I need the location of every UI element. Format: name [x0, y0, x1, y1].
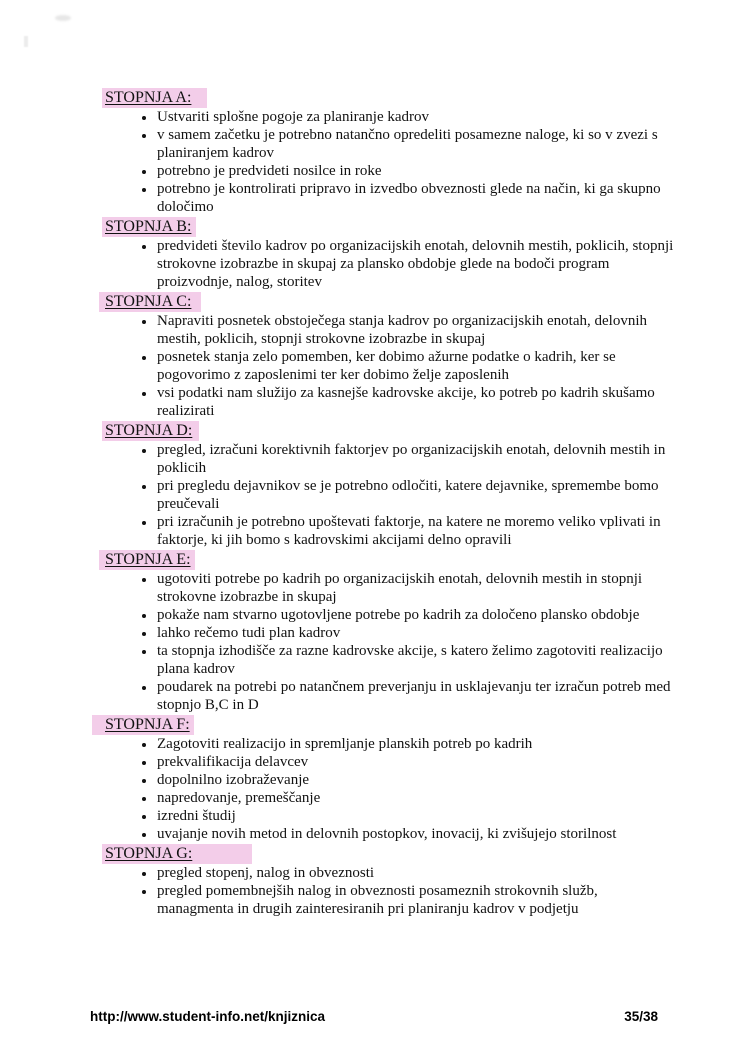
stage-section	[105, 88, 677, 216]
stage-heading-label: STOPNJA G:	[102, 844, 252, 864]
stage-heading	[105, 292, 677, 312]
list-item: • Napraviti posnetek obstoječega stanja kadrov po organizacijskih enotah, delovnih mestih, poklicih, stopnji strokovne izobrazbe in skupaj	[156, 312, 677, 348]
stage-heading-label: STOPNJA C:	[99, 292, 201, 312]
stage-item-list	[105, 237, 677, 291]
stage-item-list	[105, 441, 677, 549]
list-item: • pri pregledu dejavnikov se je potrebno odločiti, katere dejavnike, spremembe bomo preučevali	[156, 477, 677, 513]
stage-section	[105, 292, 677, 420]
scan-artifact	[24, 36, 28, 47]
stage-section	[105, 421, 677, 549]
stage-heading-label: STOPNJA E:	[99, 550, 195, 570]
list-item: • posnetek stanja zelo pomemben, ker dobimo ažurne podatke o kadrih, ker se pogovorimo z zaposlenimi ter ker dobimo želje zaposlenih	[156, 348, 677, 384]
stage-heading	[105, 88, 677, 108]
stage-section	[105, 217, 677, 291]
list-item: • Zagotoviti realizacijo in spremljanje planskih potreb po kadrih	[156, 735, 677, 753]
list-item: • izredni študij	[156, 807, 677, 825]
page-number: 35/38	[624, 1009, 658, 1024]
stage-section	[105, 844, 677, 918]
list-item: • Ustvariti splošne pogoje za planiranje kadrov	[156, 108, 677, 126]
list-item: • pokaže nam stvarno ugotovljene potrebe po kadrih za določeno plansko obdobje	[156, 606, 677, 624]
list-item: • predvideti število kadrov po organizacijskih enotah, delovnih mestih, poklicih, stopnji strokovne izobrazbe in skupaj za plansko obdobje glede na bodoči program proizvodnje, nalog, storitev	[156, 237, 677, 291]
list-item: • uvajanje novih metod in delovnih postopkov, inovacij, ki zvišujejo storilnost	[156, 825, 677, 843]
stage-item-list	[105, 312, 677, 420]
stage-section	[105, 715, 677, 843]
stage-heading-label: STOPNJA D:	[102, 421, 199, 441]
list-item: • prekvalifikacija delavcev	[156, 753, 677, 771]
list-item: • poudarek na potrebi po natančnem preverjanju in usklajevanju ter izračun potreb med stopnjo B,C in D	[156, 678, 677, 714]
stage-heading	[105, 421, 677, 441]
footer-url: http://www.student-info.net/knjiznica	[90, 1009, 325, 1024]
list-item: • ta stopnja izhodišče za razne kadrovske akcije, s katero želimo zagotoviti realizacijo plana kadrov	[156, 642, 677, 678]
list-item: • potrebno je kontrolirati pripravo in izvedbo obveznosti glede na način, ki ga skupno določimo	[156, 180, 677, 216]
list-item: • lahko rečemo tudi plan kadrov	[156, 624, 677, 642]
stage-heading	[105, 217, 677, 237]
list-item: • potrebno je predvideti nosilce in roke	[156, 162, 677, 180]
list-item: • napredovanje, premeščanje	[156, 789, 677, 807]
list-item: • v samem začetku je potrebno natančno opredeliti posamezne naloge, ki so v zvezi s planiranjem kadrov	[156, 126, 677, 162]
list-item: • pri izračunih je potrebno upoštevati faktorje, na katere ne moremo veliko vplivati in faktorje, ki jih bomo s kadrovskimi akcijami delno opravili	[156, 513, 677, 549]
list-item: • ugotoviti potrebe po kadrih po organizacijskih enotah, delovnih mestih in stopnji strokovne izobrazbe in skupaj	[156, 570, 677, 606]
stage-heading-label: STOPNJA A:	[102, 88, 207, 108]
stage-section	[105, 550, 677, 714]
stage-heading-label: STOPNJA F:	[92, 715, 194, 735]
list-item: • pregled stopenj, nalog in obveznosti	[156, 864, 677, 882]
document-content	[105, 88, 677, 919]
scan-artifact	[55, 15, 71, 21]
list-item: • vsi podatki nam služijo za kasnejše kadrovske akcije, ko potreb po kadrih skušamo realizirati	[156, 384, 677, 420]
stage-heading	[105, 715, 677, 735]
list-item: • pregled, izračuni korektivnih faktorjev po organizacijskih enotah, delovnih mestih in poklicih	[156, 441, 677, 477]
stage-item-list	[105, 864, 677, 918]
stage-heading	[105, 550, 677, 570]
list-item: • pregled pomembnejših nalog in obveznosti posameznih strokovnih služb, managmenta in drugih zainteresiranih pri planiranju kadrov v podjetju	[156, 882, 677, 918]
stage-heading-label: STOPNJA B:	[102, 217, 196, 237]
stage-item-list	[105, 570, 677, 714]
stage-item-list	[105, 108, 677, 216]
stage-item-list	[105, 735, 677, 843]
stage-heading	[105, 844, 677, 864]
list-item: • dopolnilno izobraževanje	[156, 771, 677, 789]
